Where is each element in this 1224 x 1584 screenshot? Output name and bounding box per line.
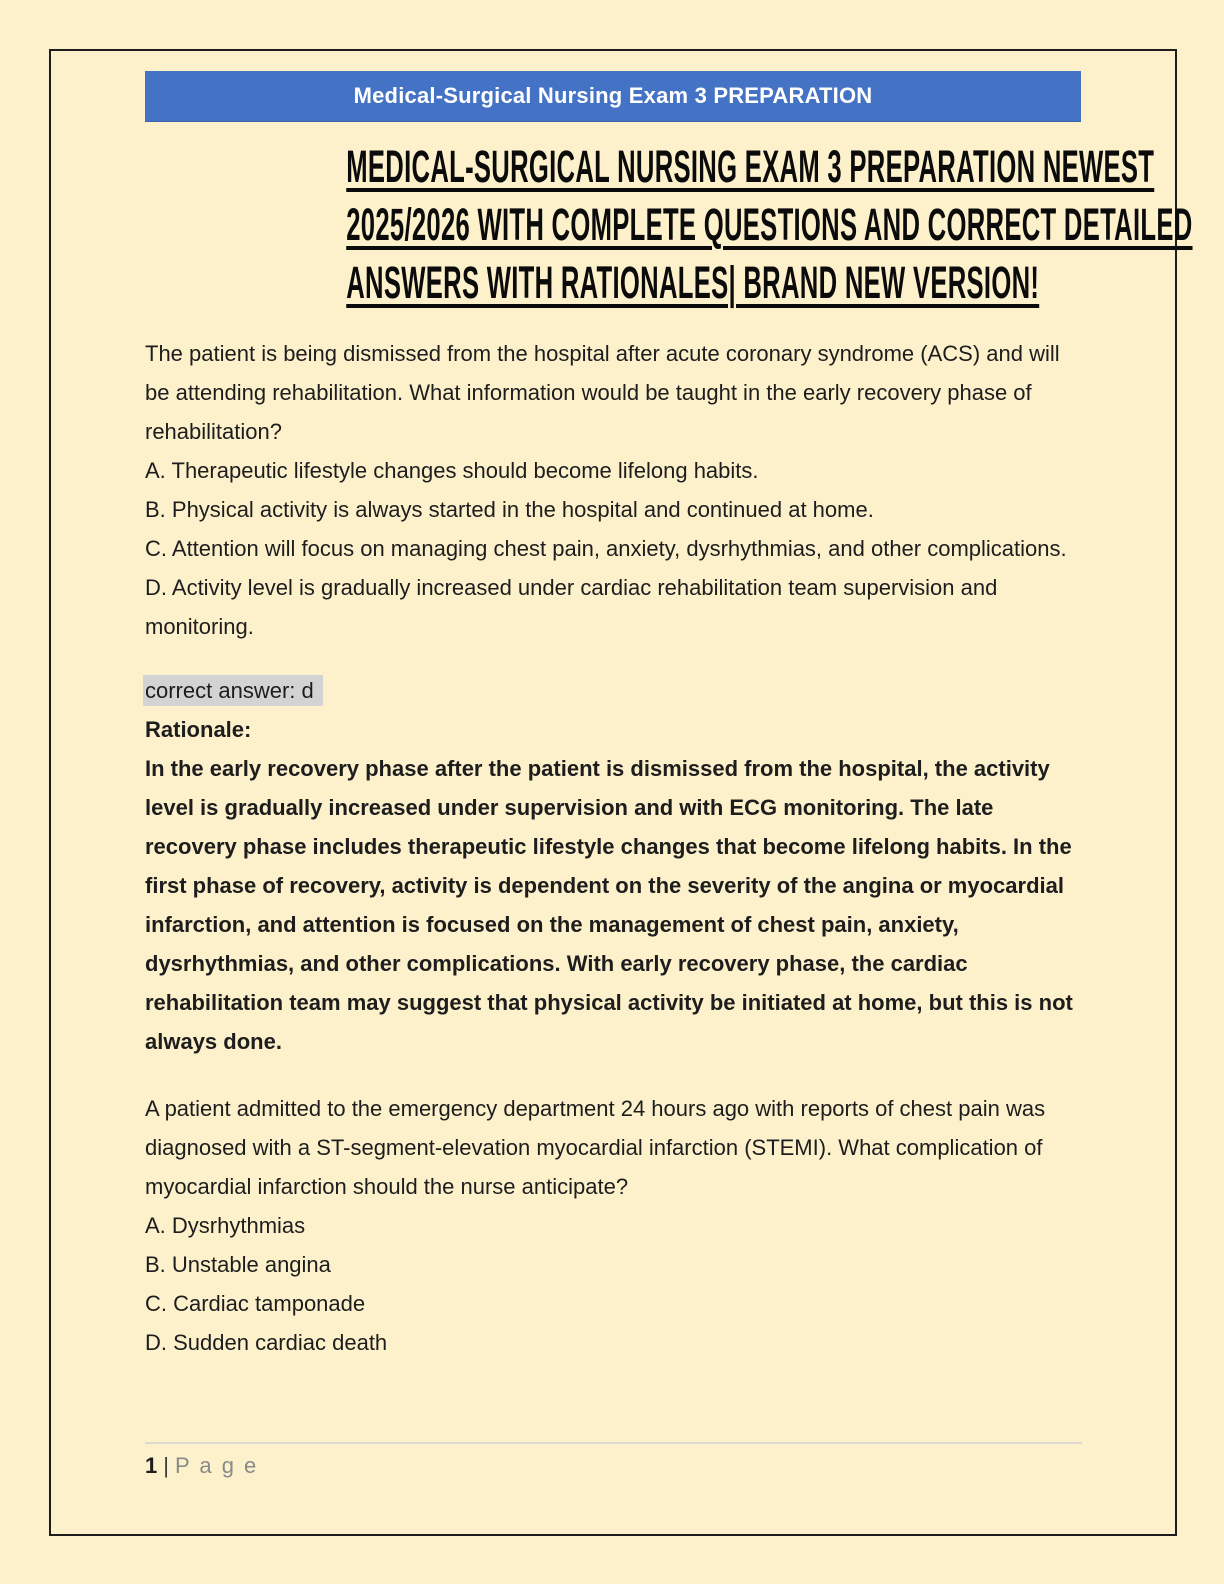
correct-answer-highlight: correct answer: d — [143, 675, 323, 706]
rationale-heading: Rationale: — [145, 717, 252, 742]
page-footer — [145, 1442, 1082, 1479]
page-number: 1 — [145, 1453, 158, 1478]
answer-option-b: B. Unstable angina — [145, 1252, 331, 1277]
header-bar-title: Medical-Surgical Nursing Exam 3 PREPARATION — [353, 83, 873, 108]
page-content — [145, 51, 1193, 1534]
document-header-bar — [145, 71, 1081, 122]
question-stem: The patient is being dismissed from the hospital after acute coronary syndrome (ACS) and will be attending rehabilitation. What information would be taught in the early recovery phase of rehabilitation? — [145, 341, 1060, 444]
document-page — [49, 49, 1193, 1536]
question-stem: A patient admitted to the emergency department 24 hours ago with reports of chest pain was diagnosed with a ST-segment-elevation myocardial infarction (STEMI). What complication of myocardial infarction should the nurse anticipate? — [145, 1096, 1046, 1199]
question-2 — [145, 1089, 1081, 1362]
correct-answer-line — [145, 671, 1081, 710]
rationale-text: In the early recovery phase after the patient is dismissed from the hospital, the activity level is gradually increased under supervision and with ECG monitoring. The late recovery phase includes therapeutic lifestyle changes that become lifelong habits. In the first phase of recovery, activity is dependent on the severity of the angina or myocardial infarction, and attention is focused on the management of chest pain, anxiety, dysrhythmias, and other complications. With early recovery phase, the cardiac rehabilitation team may suggest that physical activity be initiated at home, but this is not always done. — [145, 756, 1073, 1054]
answer-option-d: D. Activity level is gradually increased under cardiac rehabilitation team supervision and monitoring. — [145, 575, 998, 639]
main-title-line: ANSWERS WITH RATIONALES| BRAND NEW VERSION! — [346, 257, 1040, 308]
answer-block — [145, 671, 1081, 1061]
main-title-line: MEDICAL-SURGICAL NURSING EXAM 3 PREPARATION NEWEST — [346, 141, 1155, 192]
answer-option-a: A. Therapeutic lifestyle changes should become lifelong habits. — [145, 458, 759, 483]
question-1 — [145, 334, 1081, 646]
main-title-line: 2025/2026 WITH COMPLETE QUESTIONS AND CORRECT DETAILED — [346, 199, 1193, 250]
answer-option-c: C. Cardiac tamponade — [145, 1291, 366, 1316]
answer-option-c: C. Attention will focus on managing chest pain, anxiety, dysrhythmias, and other complications. — [145, 536, 1067, 561]
main-title — [346, 138, 1193, 312]
footer-page-word: P a g e — [174, 1453, 259, 1478]
answer-option-a: A. Dysrhythmias — [145, 1213, 306, 1238]
footer-separator: | — [163, 1453, 169, 1478]
answer-option-b: B. Physical activity is always started in the hospital and continued at home. — [145, 497, 874, 522]
answer-option-d: D. Sudden cardiac death — [145, 1330, 388, 1355]
